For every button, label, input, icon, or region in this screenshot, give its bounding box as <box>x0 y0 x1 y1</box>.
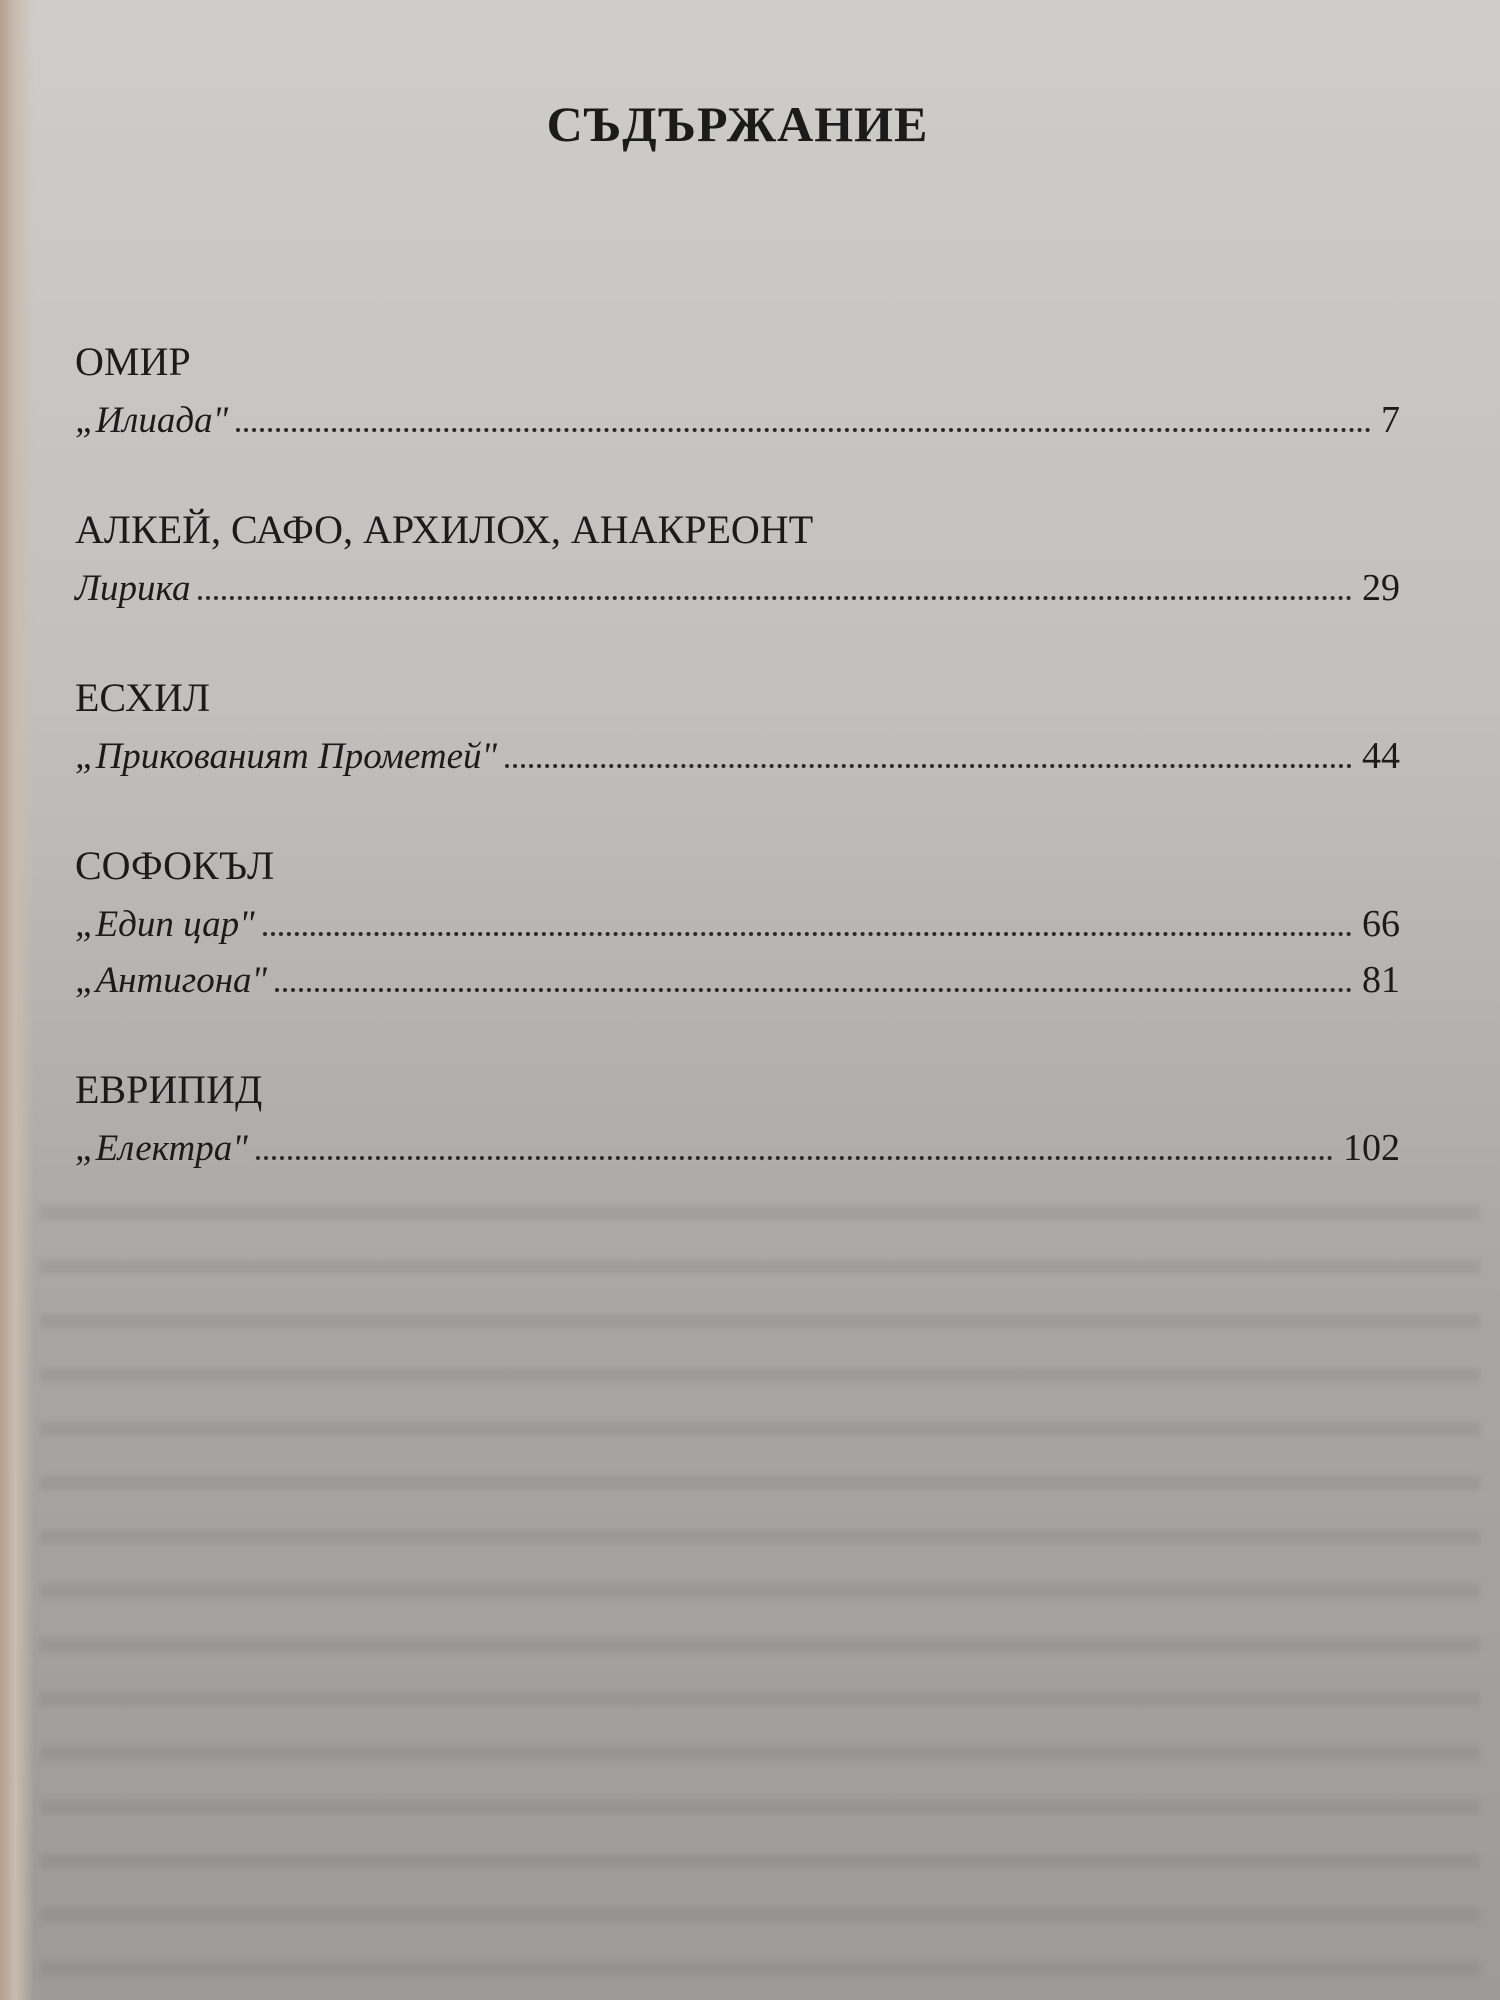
page-number: 7 <box>1381 399 1400 441</box>
toc-entry <box>75 566 1400 616</box>
work-title: „Електра" <box>75 1128 248 1169</box>
author-heading: ОМИР <box>75 339 191 384</box>
page-title: СЪДЪРЖАНИЕ <box>546 96 929 152</box>
author-heading: АЛКЕЙ, САФО, АРХИЛОХ, АНАКРЕОНТ <box>75 507 814 552</box>
page-number: 66 <box>1362 903 1400 945</box>
page-number: 81 <box>1362 959 1400 1001</box>
dot-leader <box>256 1156 1333 1160</box>
page-number: 102 <box>1343 1127 1400 1169</box>
work-title: „Едип цар" <box>75 904 255 945</box>
show-through-text <box>40 1180 1480 2000</box>
work-title: „Прикованият Прометей" <box>75 736 498 777</box>
toc-entry <box>75 398 1400 448</box>
toc-entry <box>75 734 1400 784</box>
dot-leader <box>505 764 1352 768</box>
dot-leader <box>263 932 1352 936</box>
dot-leader <box>198 596 1352 600</box>
toc-entry <box>75 1126 1400 1176</box>
work-title: „Илиада" <box>75 400 229 441</box>
page-number: 29 <box>1362 567 1400 609</box>
toc-entry <box>75 958 1400 1008</box>
author-heading: ЕСХИЛ <box>75 675 210 720</box>
toc-entry <box>75 902 1400 952</box>
work-title: Лирика <box>75 568 191 609</box>
page-edge-shadow <box>0 0 34 2000</box>
author-heading: ЕВРИПИД <box>75 1067 263 1112</box>
dot-leader <box>236 428 1371 432</box>
author-heading: СОФОКЪЛ <box>75 843 275 888</box>
dot-leader <box>275 988 1352 992</box>
work-title: „Антигона" <box>75 960 268 1001</box>
page-number: 44 <box>1362 735 1400 777</box>
